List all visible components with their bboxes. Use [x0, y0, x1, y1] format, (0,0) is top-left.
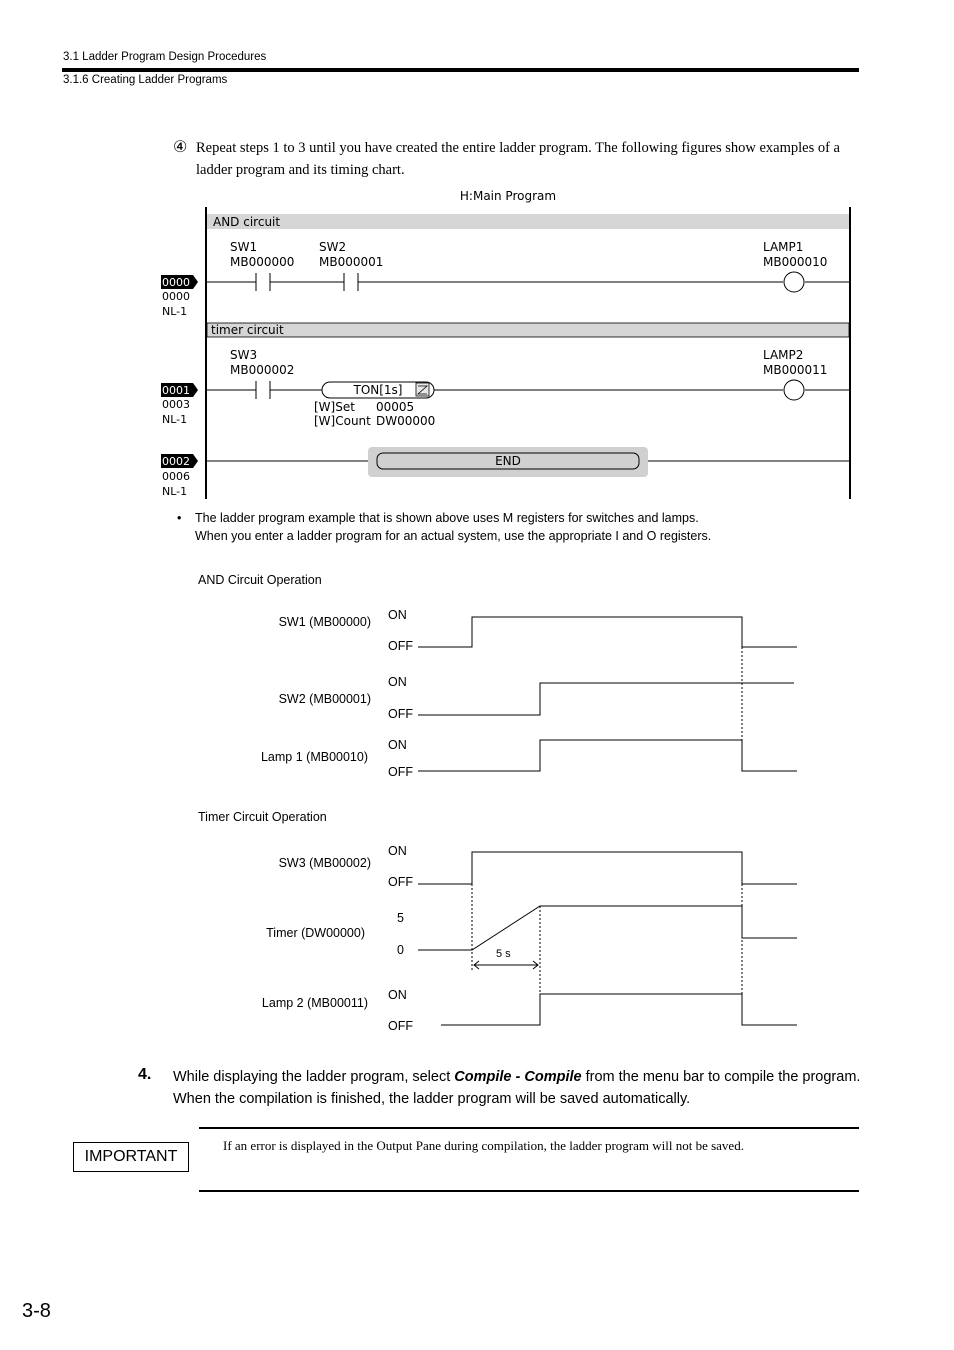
- lamp2-on-label: ON: [388, 988, 407, 1002]
- rung0-address: 0000: [162, 290, 190, 303]
- sw3-on-label: ON: [388, 844, 407, 858]
- lamp2-signal-label: Lamp 2 (MB00011): [261, 996, 368, 1010]
- sw2-register: MB000001: [319, 255, 384, 269]
- sw1-name: SW1: [230, 240, 258, 254]
- sw1-off-label: OFF: [388, 639, 413, 653]
- timer-label: TON[1s]: [353, 383, 403, 397]
- rung1-address: 0003: [162, 398, 190, 411]
- rung0-number: 0000: [162, 276, 190, 289]
- step4-text-after: from the menu bar to compile the program. When the compilation is finished, the ladder program will be saved automatically.: [173, 1069, 861, 1107]
- sw3-signal-label: SW3 (MB00002): [278, 856, 371, 870]
- lamp2-register: MB000011: [763, 363, 828, 377]
- lamp2-waveform: [441, 994, 797, 1025]
- ladder-title: H:Main Program: [459, 189, 557, 203]
- lamp1-signal-label: Lamp 1 (MB00010): [260, 750, 368, 764]
- step-circle-text: Repeat steps 1 to 3 until you have created the entire ladder program. The following figures show examples of a ladder program and its timing chart.: [196, 140, 840, 178]
- timer-signal-label: Timer (DW00000): [266, 926, 365, 940]
- timer-chart-title: Timer Circuit Operation: [198, 810, 327, 824]
- rung1-comment: timer circuit: [211, 323, 284, 337]
- rung1-number: 0001: [162, 384, 190, 397]
- sw1-on-label: ON: [388, 608, 407, 622]
- sw2-signal-label: SW2 (MB00001): [278, 692, 371, 706]
- lamp1-name: LAMP1: [763, 240, 804, 254]
- subsection-header: 3.1.6 Creating Ladder Programs: [63, 74, 228, 86]
- step4-number: 4.: [138, 1066, 152, 1083]
- step4-text: [173, 1066, 863, 1110]
- lamp1-off-label: OFF: [388, 765, 413, 779]
- lamp1-on-label: ON: [388, 738, 407, 752]
- sw3-register: MB000002: [230, 363, 295, 377]
- step-circle-number: ④: [173, 139, 188, 156]
- sw3-name: SW3: [230, 348, 258, 362]
- and-chart-title: AND Circuit Operation: [198, 573, 322, 587]
- rung2-number: 0002: [162, 455, 190, 468]
- lamp2-name: LAMP2: [763, 348, 804, 362]
- rung0-level: NL-1: [162, 305, 188, 318]
- step4-menu-path: Compile - Compile: [454, 1069, 582, 1085]
- timer-set-label: [W]Set: [314, 400, 355, 414]
- rung2-address: 0006: [162, 470, 190, 483]
- step4-text-before: While displaying the ladder program, select: [173, 1069, 455, 1085]
- sw2-name: SW2: [319, 240, 347, 254]
- end-label: END: [495, 454, 521, 468]
- sw3-off-label: OFF: [388, 875, 413, 889]
- timer-zero-label: 0: [397, 943, 404, 957]
- sw1-register: MB000000: [230, 255, 295, 269]
- rung1-level: NL-1: [162, 413, 188, 426]
- rung2-level: NL-1: [162, 485, 188, 498]
- timer-count-value: DW00000: [376, 414, 436, 428]
- note-bullet: •: [177, 511, 182, 525]
- rung0-comment: AND circuit: [213, 215, 281, 229]
- sw3-waveform: [418, 852, 797, 884]
- timer-waveform: [418, 906, 797, 950]
- timer-count-label: [W]Count: [314, 414, 371, 428]
- section-header: 3.1 Ladder Program Design Procedures: [63, 51, 267, 63]
- page-number: 3-8: [22, 1300, 51, 1322]
- lamp1-register: MB000010: [763, 255, 828, 269]
- interval-label: 5 s: [496, 948, 511, 960]
- important-label: IMPORTANT: [73, 1142, 189, 1172]
- timer-max-label: 5: [397, 911, 404, 925]
- important-bottom-rule: [199, 1190, 859, 1192]
- important-text: If an error is displayed in the Output Pane during compilation, the ladder program will not be saved.: [223, 1138, 744, 1153]
- note-line-2: When you enter a ladder program for an actual system, use the appropriate I and O registers.: [195, 529, 712, 543]
- sw2-on-label: ON: [388, 675, 407, 689]
- note-line-1: The ladder program example that is shown above uses M registers for switches and lamps.: [195, 511, 699, 525]
- sw2-off-label: OFF: [388, 707, 413, 721]
- timer-set-value: 00005: [376, 400, 415, 414]
- sw1-signal-label: SW1 (MB00000): [278, 615, 371, 629]
- lamp2-off-label: OFF: [388, 1019, 413, 1033]
- important-top-rule: [199, 1127, 859, 1129]
